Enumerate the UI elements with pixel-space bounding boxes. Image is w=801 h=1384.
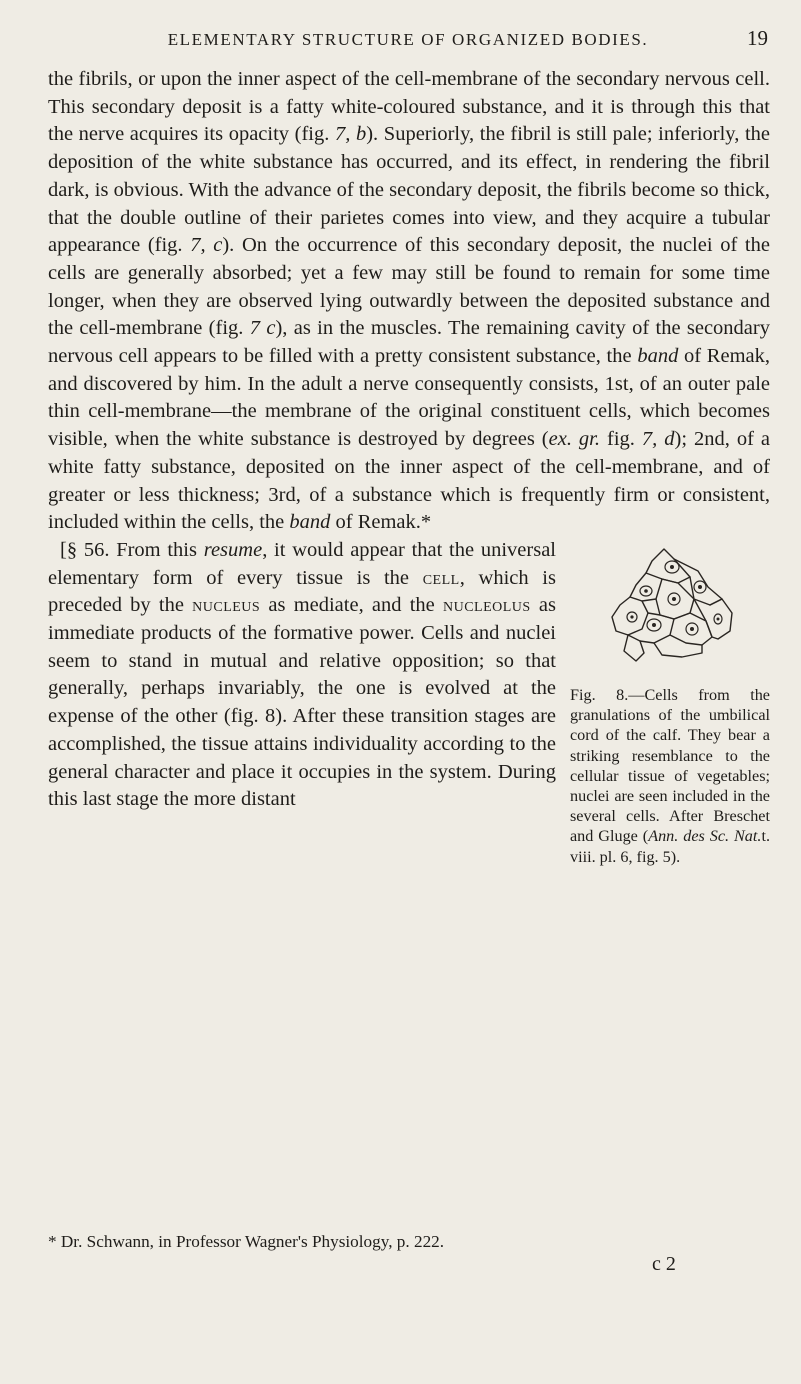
figure-reference: 7 c xyxy=(249,317,276,340)
text-run: , which is preceded by the xyxy=(48,566,556,617)
caption-text: t. viii. pl. 6, fig. 5). xyxy=(570,827,770,866)
text-run: ), as in the muscles. The remaining cavity of the secondary nervous cell appears to be filled with a pretty consistent substance, the xyxy=(48,317,770,368)
text-run: ). On the occurrence of this secondary deposit, the nuclei of the cells are generally absorbed; yet a few may still be found to remain for some time longer, when they are observed lying outwardly between the deposited substance and the cell-membrane (fig. xyxy=(48,234,770,340)
figure-reference: 7, d xyxy=(641,428,675,451)
cell-diagram-icon xyxy=(602,543,738,677)
italic-term: band xyxy=(289,511,331,534)
body-text xyxy=(48,66,770,867)
text-run: of Remak, and discovered by him. In the adult a nerve consequently consists, 1st, of an outer pale thin cell-membrane—the membrane of the original constituent cells, which becomes visible, when the white substance is destroyed by degrees ( xyxy=(48,345,770,451)
text-run: the fibrils, or upon the inner aspect of the cell-membrane of the secondary nervous cell. This secondary deposit is a fatty white-coloured substance, and it is through this that the nerve acquires its opacity (fig. xyxy=(48,68,770,146)
text-run: ). Superiorly, the fibril is still pale; inferiorly, the deposition of the white substance has occurred, and its effect, in rendering the fibril dark, is obvious. With the advance of the secondary deposit, the fibrils become so thick, that the double outline of their parietes comes into view, and they acquire a tubular appearance (fig. xyxy=(48,123,770,257)
text-run: [§ 56. From this xyxy=(60,538,204,561)
italic-term: ex. gr. xyxy=(548,428,601,451)
small-caps-term: nucleolus xyxy=(442,594,531,617)
text-run: , it would appear that the universal elementary form of every tissue is the xyxy=(48,538,556,589)
figure-8 xyxy=(570,543,770,867)
figure-caption xyxy=(570,685,770,867)
running-head xyxy=(48,28,768,56)
italic-term: band xyxy=(637,345,679,368)
signature-mark: c 2 xyxy=(652,1253,676,1275)
figure-reference: 7, b xyxy=(334,123,367,146)
text-run: as mediate, and the xyxy=(260,594,443,617)
text-run: ); 2nd, of a white fatty substance, deposited on the inner aspect of the cell-membrane, and of greater or less thickness; 3rd, of a substance which is frequently firm or consistent, included within the cells, the xyxy=(48,428,771,534)
caption-text: Fig. 8.—Cells from the granulations of the umbilical cord of the calf. They bear a striking resemblance to the cellular tissue of vegetables; nuclei are seen included in the several cells. After Breschet and Gluge ( xyxy=(570,685,770,846)
text-run: of Remak.* xyxy=(330,511,432,534)
small-caps-term: cell xyxy=(422,566,460,589)
caption-reference: Ann. des Sc. Nat. xyxy=(648,827,762,846)
figure-reference: 7, c xyxy=(190,234,223,257)
running-title: ELEMENTARY STRUCTURE OF ORGANIZED BODIES. xyxy=(167,30,649,49)
text-run: fig. xyxy=(600,428,642,451)
italic-term: resume xyxy=(203,538,263,561)
page-number: 19 xyxy=(747,26,768,50)
small-caps-term: nucleus xyxy=(192,594,261,617)
paragraph-1 xyxy=(48,66,770,537)
text-run: as immediate products of the formative power. Cells and nuclei seem to stand in mutual and relative opposition; so that generally, perhaps invariably, the one is evolved at the expense of the other (fig. 8). After these transition stages are accomplished, the tissue attains individuality according to the general character and place it occupies in the system. During this last stage the more distant xyxy=(48,594,556,811)
footnote: * Dr. Schwann, in Professor Wagner's Physiology, p. 222. xyxy=(48,1232,445,1251)
